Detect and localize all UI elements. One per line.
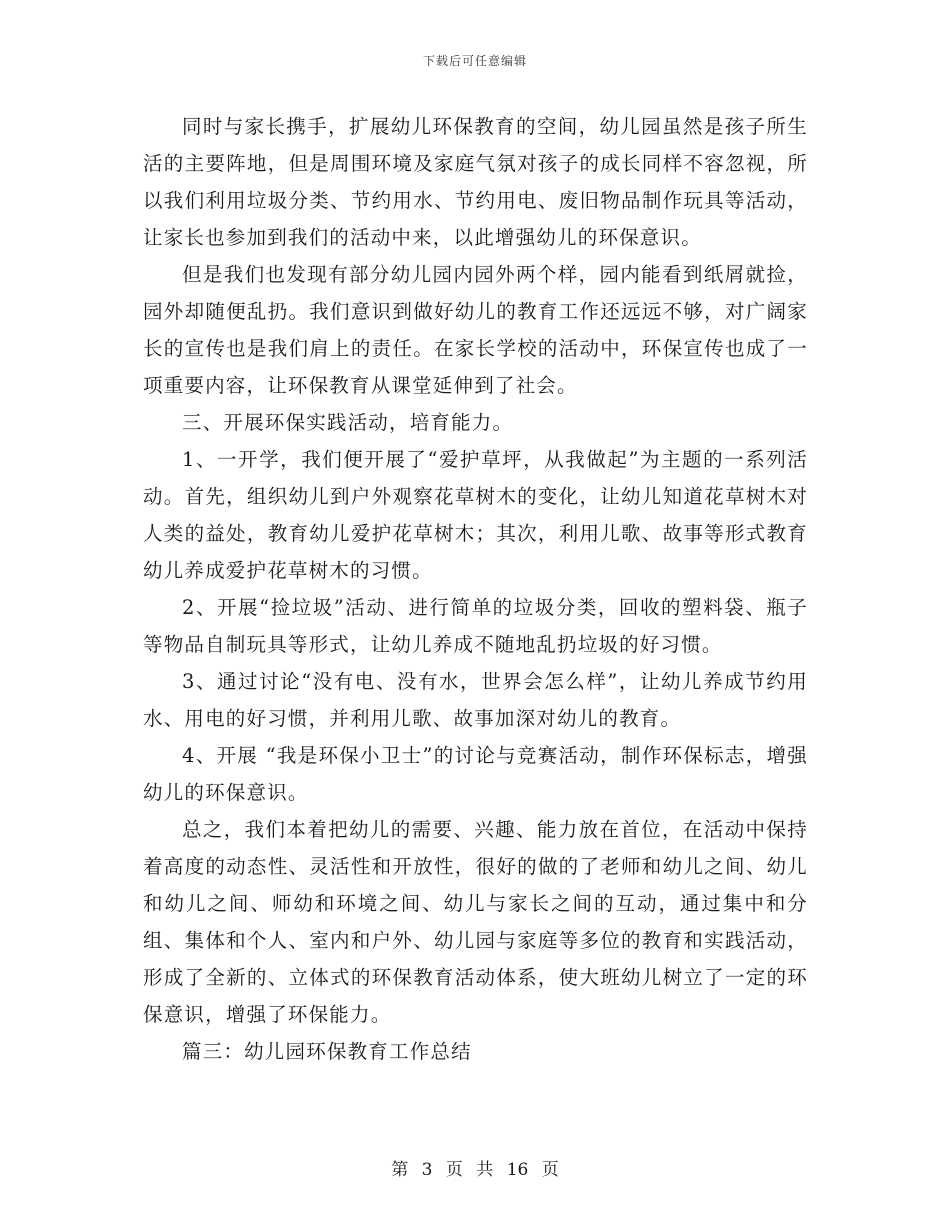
paragraph-parent-cooperation: 同时与家长携手，扩展幼儿环保教育的空间，幼儿园虽然是孩子所生活的主要阵地，但是周围环境及家庭气氛对孩子的成长同样不容忽视，所以我们利用垃圾分类、节约用水、节约用电、废旧物品制作玩具等活动，让家长也参加到我们的活动中来，以此增强幼儿的环保意识。	[143, 115, 808, 249]
list-item-2: 2、开展“捡垃圾”活动、进行简单的垃圾分类，回收的塑料袋、瓶子等物品自制玩具等形式，让幼儿养成不随地乱扔垃圾的好习惯。	[143, 596, 808, 656]
page-header-note: 下载后可任意编辑	[422, 54, 527, 68]
list-item-3: 3、通过讨论“没有电、没有水，世界会怎么样”，让幼儿养成节约用水、用电的好习惯，并利用儿歌、故事加深对幼儿的教育。	[143, 670, 808, 730]
list-item-4: 4、开展 “我是环保小卫士”的讨论与竞赛活动，制作环保标志，增强幼儿的环保意识。	[143, 744, 808, 804]
paragraph-summary: 总之，我们本着把幼儿的需要、兴趣、能力放在首位，在活动中保持着高度的动态性、灵活性和开放性，很好的做的了老师和幼儿之间、幼儿和幼儿之间、师幼和环境之间、幼儿与家长之间的互动，通过集中和分组、集体和个人、室内和户外、幼儿园与家庭等多位的教育和实践活动，形成了全新的、立体式的环保教育活动体系，使大班幼儿树立了一定的环保意识，增强了环保能力。	[143, 818, 808, 1026]
page-number-footer: 第 3 页 共 16 页	[391, 1160, 559, 1180]
document-body	[143, 108, 808, 1070]
list-item-1: 1、一开学，我们便开展了“爱护草坪，从我做起”为主题的一系列活动。首先，组织幼儿到户外观察花草树木的变化，让幼儿知道花草树木对人类的益处，教育幼儿爱护花草树木；其次，利用儿歌、故事等形式教育幼儿养成爱护花草树木的习惯。	[143, 448, 808, 582]
section-heading-practice: 三、开展环保实践活动，培育能力。	[182, 411, 514, 434]
chapter-heading: 篇三：幼儿园环保教育工作总结	[182, 1040, 472, 1063]
paragraph-inside-outside: 但是我们也发现有部分幼儿园内园外两个样，园内能看到纸屑就捡，园外却随便乱扔。我们意识到做好幼儿的教育工作还远远不够，对广阔家长的宣传也是我们肩上的责任。在家长学校的活动中，环保宣传也成了一项重要内容，让环保教育从课堂延伸到了社会。	[143, 263, 808, 397]
